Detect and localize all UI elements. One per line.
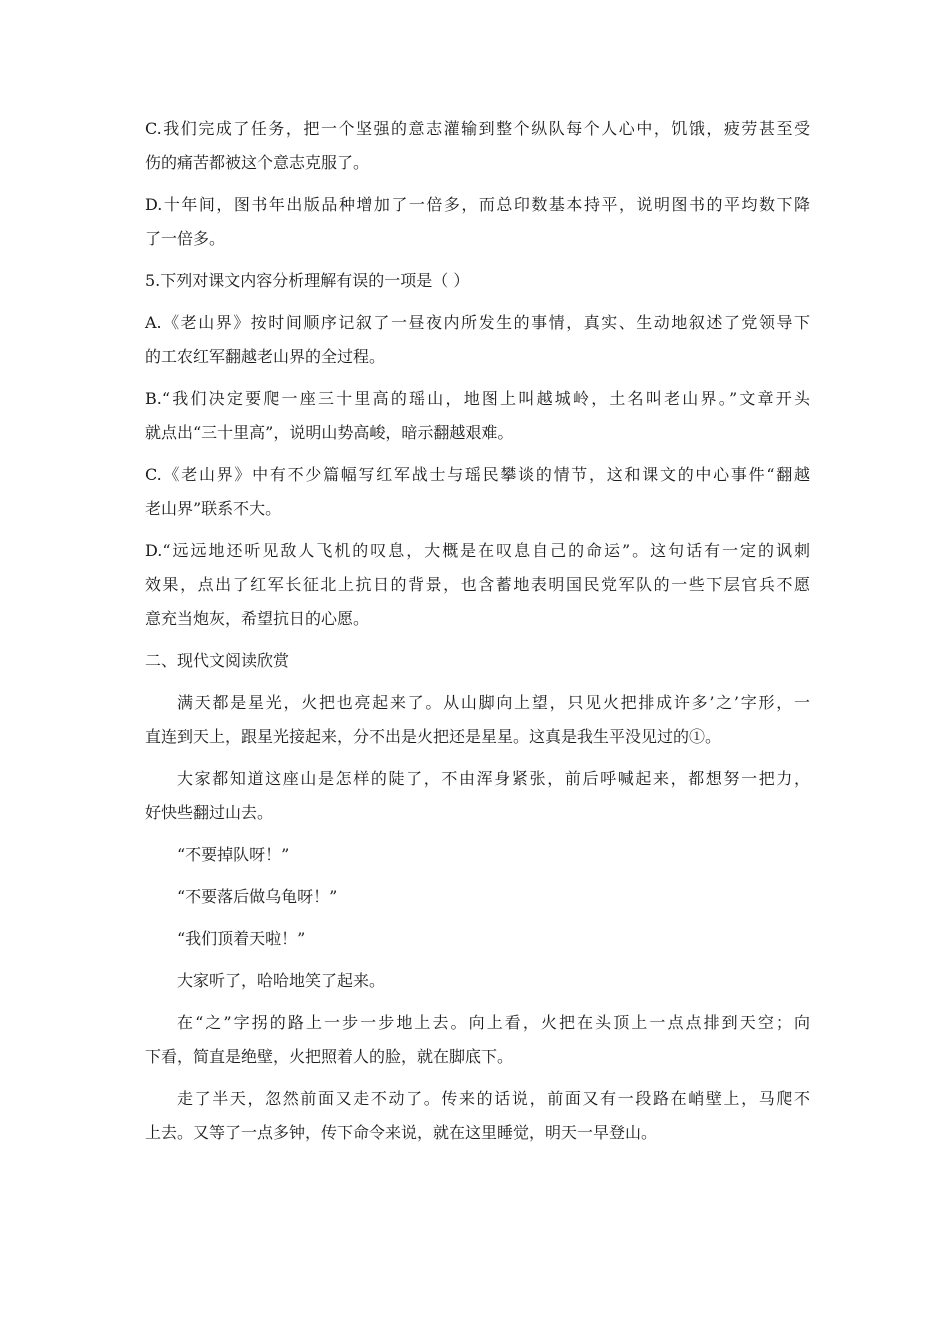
option-c-line-1: C.我们完成了任务，把一个坚强的意志灌输到整个纵队每个人心中，饥饿，疲劳甚至受	[145, 119, 810, 138]
q5-a-line-2: 的工农红军翻越老山界的全过程。	[145, 347, 386, 366]
quote-3: “我们顶着天啦！”	[177, 929, 306, 948]
q5-b-line-2: 就点出“三十里高”，说明山势高峻，暗示翻越艰难。	[145, 423, 514, 442]
passage-paragraph-3: 大家听了，哈哈地笑了起来。	[177, 971, 386, 990]
document-page	[145, 112, 810, 1150]
q5-c-line-1: C.《老山界》中有不少篇幅写红军战士与瑶民攀谈的情节，这和课文的中心事件“翻越	[145, 465, 810, 484]
p5-line-1: 走了半天，忽然前面又走不动了。传来的话说，前面又有一段路在峭壁上，马爬不	[177, 1089, 810, 1108]
option-d-line-2: 了一倍多。	[145, 229, 226, 248]
q5-b-line-1: B.“我们决定要爬一座三十里高的瑶山，地图上叫越城岭，土名叫老山界。”文章开头	[145, 389, 810, 408]
q5-d-line-3: 意充当炮灰，希望抗日的心愿。	[145, 609, 370, 628]
question-5-option-c	[145, 458, 810, 526]
p4-line-2: 下看，简直是绝壁，火把照着人的脸，就在脚底下。	[145, 1047, 514, 1066]
q5-a-line-1: A.《老山界》按时间顺序记叙了一昼夜内所发生的事情，真实、生动地叙述了党领导下	[145, 313, 810, 332]
passage-paragraph-5	[145, 1082, 810, 1150]
question-5-option-d	[145, 534, 810, 636]
q5-d-line-2: 效果，点出了红军长征北上抗日的背景，也含蓄地表明国民党军队的一些下层官兵不愿	[145, 575, 810, 594]
passage-paragraph-2	[145, 762, 810, 830]
quote-1: “不要掉队呀！”	[177, 845, 290, 864]
p2-line-2: 好快些翻过山去。	[145, 803, 274, 822]
p1-line-2: 直连到天上，跟星光接起来，分不出是火把还是星星。这真是我生平没见过的①。	[145, 727, 722, 746]
passage-paragraph-1	[145, 686, 810, 754]
p1-line-1: 满天都是星光，火把也亮起来了。从山脚向上望，只见火把排成许多’之’字形，一	[177, 693, 810, 712]
option-c-line-2: 伤的痛苦都被这个意志克服了。	[145, 153, 370, 172]
quote-2: “不要落后做乌龟呀！”	[177, 887, 338, 906]
question-5-option-b	[145, 382, 810, 450]
p2-line-1: 大家都知道这座山是怎样的陡了，不由浑身紧张，前后呼喊起来，都想努一把力，	[177, 769, 810, 788]
q5-c-line-2: 老山界”联系不大。	[145, 499, 282, 518]
option-c	[145, 112, 810, 180]
question-5-option-a	[145, 306, 810, 374]
passage-paragraph-4	[145, 1006, 810, 1074]
p5-line-2: 上去。又等了一点多钟，传下命令来说，就在这里睡觉，明天一早登山。	[145, 1123, 658, 1142]
section-heading: 二、现代文阅读欣赏	[145, 651, 290, 670]
option-d-line-1: D.十年间，图书年出版品种增加了一倍多，而总印数基本持平，说明图书的平均数下降	[145, 195, 810, 214]
option-d	[145, 188, 810, 256]
p4-line-1: 在“之”字拐的路上一步一步地上去。向上看，火把在头顶上一点点排到天空；向	[177, 1013, 810, 1032]
question-5-stem: 5.下列对课文内容分析理解有误的一项是（ ）	[145, 271, 470, 290]
q5-d-line-1: D.“远远地还听见敌人飞机的叹息，大概是在叹息自己的命运”。这句话有一定的讽刺	[145, 541, 810, 560]
